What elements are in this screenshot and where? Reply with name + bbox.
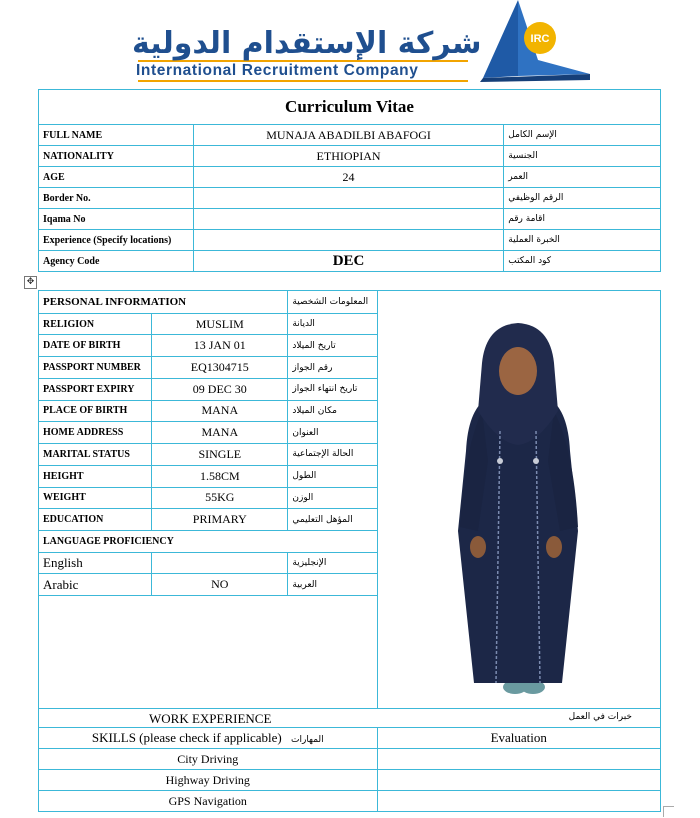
field-label: DATE OF BIRTH bbox=[39, 335, 152, 357]
field-label: HOME ADDRESS bbox=[39, 422, 152, 444]
field-label-arabic: مكان الميلاد bbox=[288, 400, 377, 422]
table-row bbox=[39, 230, 661, 251]
blank-space bbox=[39, 596, 378, 709]
field-value bbox=[193, 230, 503, 251]
field-label-arabic: الطول bbox=[288, 465, 377, 487]
table-row bbox=[39, 791, 661, 812]
cv-summary-table bbox=[38, 89, 661, 272]
field-label: AGE bbox=[39, 167, 194, 188]
skill-item: GPS Navigation bbox=[39, 791, 378, 812]
field-label-arabic: العنوان bbox=[288, 422, 377, 444]
skill-evaluation[interactable] bbox=[377, 770, 660, 791]
candidate-photo bbox=[378, 291, 660, 705]
table-row bbox=[39, 770, 661, 791]
field-label: RELIGION bbox=[39, 313, 152, 335]
language-name: Arabic bbox=[39, 574, 152, 596]
skill-item: City Driving bbox=[39, 749, 378, 770]
language-name-arabic: العربية bbox=[288, 574, 377, 596]
language-value: NO bbox=[152, 574, 288, 596]
field-label-arabic: الديانة bbox=[288, 313, 377, 335]
field-label-arabic: الجنسية bbox=[504, 146, 661, 167]
table-row bbox=[39, 167, 661, 188]
field-value: EQ1304715 bbox=[152, 357, 288, 379]
table-row bbox=[39, 209, 661, 230]
field-label-arabic: الإسم الكامل bbox=[504, 125, 661, 146]
field-value: 09 DEC 30 bbox=[152, 378, 288, 400]
field-value: 24 bbox=[193, 167, 503, 188]
table-row bbox=[39, 749, 661, 770]
field-value: MANA bbox=[152, 400, 288, 422]
field-value: ETHIOPIAN bbox=[193, 146, 503, 167]
field-label-arabic: تاريخ الميلاد bbox=[288, 335, 377, 357]
personal-info-heading: PERSONAL INFORMATION bbox=[39, 291, 288, 314]
field-label: Iqama No bbox=[39, 209, 194, 230]
field-label-arabic: كود المكتب bbox=[504, 251, 661, 272]
company-name-arabic: شركة الإستقدام الدولية bbox=[132, 26, 482, 61]
cv-title: Curriculum Vitae bbox=[39, 90, 661, 125]
work-experience-row bbox=[39, 709, 661, 728]
skill-evaluation[interactable] bbox=[377, 749, 660, 770]
language-heading: LANGUAGE PROFICIENCY bbox=[39, 530, 378, 552]
skills-heading: SKILLS (please check if applicable) bbox=[91, 730, 282, 745]
agency-code-value: DEC bbox=[193, 251, 503, 272]
field-label: EDUCATION bbox=[39, 509, 152, 531]
field-label: Border No. bbox=[39, 188, 194, 209]
field-label-arabic: الوزن bbox=[288, 487, 377, 509]
field-value: 13 JAN 01 bbox=[152, 335, 288, 357]
logo-mark-icon bbox=[478, 0, 598, 82]
field-label: WEIGHT bbox=[39, 487, 152, 509]
language-value bbox=[152, 552, 288, 574]
table-move-handle-icon[interactable]: ✥ bbox=[24, 276, 37, 289]
field-label: FULL NAME bbox=[39, 125, 194, 146]
language-name-arabic: الإنجليزية bbox=[288, 552, 377, 574]
company-logo bbox=[0, 0, 700, 88]
field-label-arabic: رقم الجواز bbox=[288, 357, 377, 379]
field-label: PLACE OF BIRTH bbox=[39, 400, 152, 422]
field-value bbox=[193, 188, 503, 209]
field-label-arabic: تاريخ انتهاء الجواز bbox=[288, 378, 377, 400]
field-label-arabic: الخبرة العملية bbox=[504, 230, 661, 251]
field-value: 55KG bbox=[152, 487, 288, 509]
field-label: HEIGHT bbox=[39, 465, 152, 487]
skill-evaluation[interactable] bbox=[377, 791, 660, 812]
work-experience-heading: WORK EXPERIENCE bbox=[149, 711, 272, 726]
field-value: MUNAJA ABADILBI ABAFOGI bbox=[193, 125, 503, 146]
photo-cell bbox=[377, 291, 660, 709]
table-row bbox=[39, 125, 661, 146]
field-value: PRIMARY bbox=[152, 509, 288, 531]
personal-info-table bbox=[38, 290, 661, 812]
table-row bbox=[39, 251, 661, 272]
table-row bbox=[39, 146, 661, 167]
field-label: Experience (Specify locations) bbox=[39, 230, 194, 251]
field-value: MANA bbox=[152, 422, 288, 444]
field-value: MUSLIM bbox=[152, 313, 288, 335]
evaluation-heading: Evaluation bbox=[377, 728, 660, 749]
language-name: English bbox=[39, 552, 152, 574]
field-label: Agency Code bbox=[39, 251, 194, 272]
skill-item: Highway Driving bbox=[39, 770, 378, 791]
page-end-marker bbox=[663, 806, 674, 817]
field-label-arabic: العمر bbox=[504, 167, 661, 188]
field-label-arabic: المؤهل التعليمي bbox=[288, 509, 377, 531]
field-label: MARITAL STATUS bbox=[39, 444, 152, 466]
field-value: SINGLE bbox=[152, 444, 288, 466]
field-value bbox=[193, 209, 503, 230]
field-label-arabic: اقامة رقم bbox=[504, 209, 661, 230]
field-label: PASSPORT EXPIRY bbox=[39, 378, 152, 400]
personal-info-heading-arabic: المعلومات الشخصية bbox=[288, 291, 377, 314]
skills-heading-cell bbox=[39, 728, 378, 749]
company-name-english: International Recruitment Company bbox=[136, 62, 419, 79]
logo-badge-text: IRC bbox=[530, 33, 550, 45]
field-value: 1.58CM bbox=[152, 465, 288, 487]
table-row bbox=[39, 188, 661, 209]
field-label: NATIONALITY bbox=[39, 146, 194, 167]
field-label-arabic: الرقم الوظيفي bbox=[504, 188, 661, 209]
skills-heading-arabic: المهارات bbox=[291, 735, 324, 745]
logo-underline bbox=[138, 80, 468, 82]
field-label: PASSPORT NUMBER bbox=[39, 357, 152, 379]
field-label-arabic: الحالة الإجتماعية bbox=[288, 444, 377, 466]
work-experience-heading-arabic: خبرات في العمل bbox=[568, 712, 632, 722]
